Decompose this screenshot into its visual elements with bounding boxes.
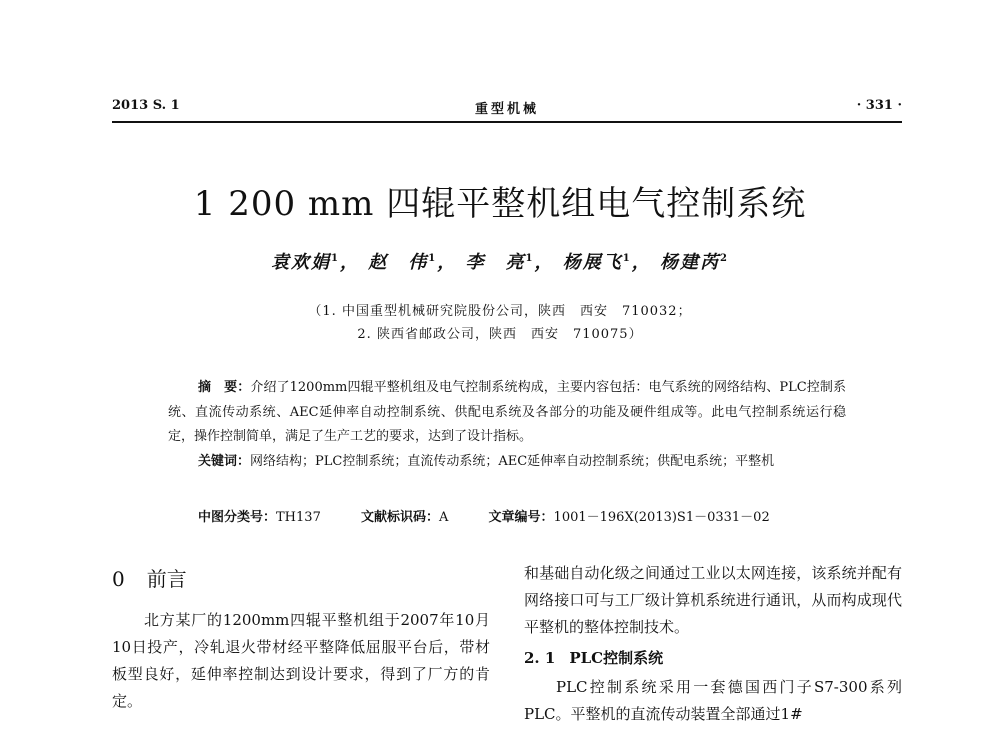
author: 李 亮$^1$ <box>465 252 535 273</box>
intro-paragraph: 北方某厂的1200mm四辊平整机组于2007年10月10日投产，冷轧退火带材经平整降低屈服平台后，带材板型良好，延伸率控制达到设计要求，得到了厂方的肯定。 <box>112 611 490 710</box>
issue-label: 2013 S. 1 <box>112 98 180 113</box>
paper-title: 1 200 mm 四辊平整机组电气控制系统 <box>193 184 807 224</box>
section-heading: 0 前言 <box>112 567 187 591</box>
subsection-heading: 2. 1 PLC控制系统 <box>524 649 664 667</box>
affiliation-1: （1. 中国重型机械研究院股份公司，陕西 西安 710032； <box>308 304 692 319</box>
abstract-text: 介绍了1200mm四辊平整机组及电气控制系统构成，主要内容包括：电气系统的网络结构、PLC控制系统、直流传动系统、AEC延伸率自动控制系统、供配电系统及各部分的功能及硬件组成等。此电气控制系统运行稳定，操作控制简单，满足了生产工艺的要求，达到了设计指标。 <box>168 380 846 444</box>
keywords-label: 关键词： <box>198 453 251 469</box>
header-rule <box>112 121 902 123</box>
author: 赵 伟$^1$ <box>368 252 438 273</box>
document-code: 文献标识码：A <box>360 510 449 525</box>
article-number: 文章编号：1001－196X(2013)S1－0331－02 <box>488 510 770 525</box>
continued-paragraph: 和基础自动化级之间通过工业以太网连接，该系统并配有网络接口可与工厂级计算机系统进行通讯，从而构成现代平整机的整体控制技术。 <box>524 564 902 636</box>
author: 杨展飞$^1$ <box>562 252 632 273</box>
plc-paragraph: PLC控制系统采用一套德国西门子S7-300系列PLC。平整机的直流传动装置全部通过1# <box>524 678 902 723</box>
author-list: 袁欢娟$^1$， 赵 伟$^1$， 李 亮$^1$， 杨展飞$^1$， 杨建芮$^2$ <box>271 252 729 273</box>
affiliation-2: 2. 陕西省邮政公司，陕西 西安 710075） <box>357 327 643 342</box>
author: 杨建芮$^2$ <box>660 252 729 273</box>
abstract-block <box>168 376 846 474</box>
journal-name: 重型机械 <box>474 102 539 117</box>
right-column <box>524 560 902 728</box>
running-header <box>112 94 902 120</box>
classification-line <box>198 506 806 525</box>
keywords <box>168 450 846 475</box>
keywords-text: 网络结构；PLC控制系统；直流传动系统；AEC延伸率自动控制系统；供配电系统；平整机 <box>250 453 775 469</box>
author: 袁欢娟$^1$ <box>271 252 340 273</box>
abstract <box>168 376 846 450</box>
abstract-label: 摘 要： <box>198 380 251 395</box>
clc-number: 中图分类号：TH137 <box>198 510 321 525</box>
page-number: · 331 · <box>856 98 902 113</box>
left-column <box>112 560 490 715</box>
